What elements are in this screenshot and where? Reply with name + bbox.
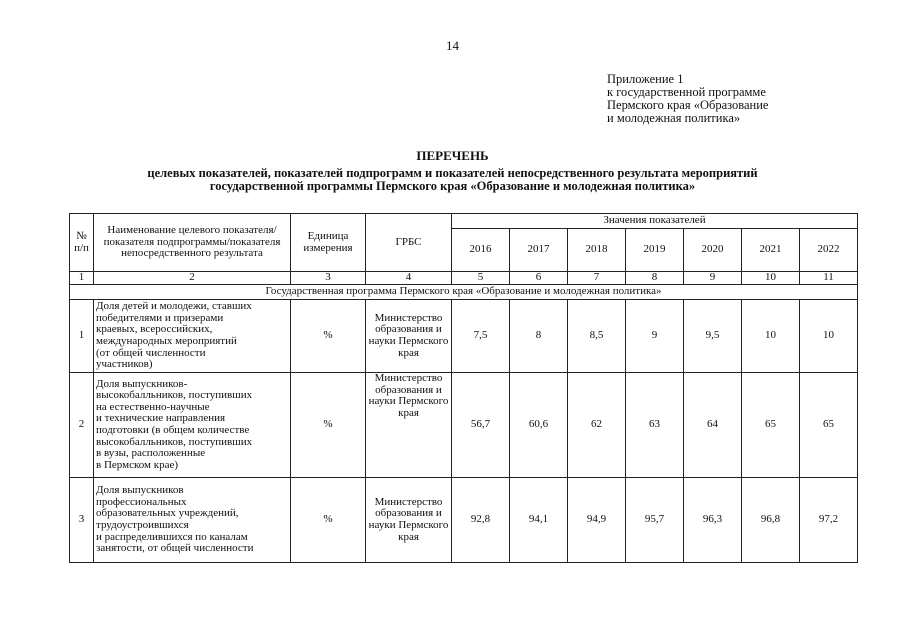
indicator-name [94,373,291,478]
header-grbs: ГРБС [366,214,452,272]
header-num: № п/п [70,214,94,272]
column-number: 8 [626,272,684,285]
value-cell: 65 [742,373,800,478]
header-name: Наименование целевого показателя/показателя подпрограммы/показателя непосредственного результата [94,214,291,272]
header-year: 2021 [742,229,800,272]
indicator-name-text: Доля детей и молодежи, ставших победителями и призерами краевых, всероссийских, международных мероприятий (от общей численности участников) [96,300,252,371]
indicator-name-text: Доля выпускников профессиональных образовательных учреждений, трудоустроившихся и распределившихся по каналам занятости, от общей численности [96,484,254,555]
header-unit: Единица измерения [291,214,366,272]
header-year: 2020 [684,229,742,272]
value-cell: 8,5 [568,300,626,373]
value-cell: 63 [626,373,684,478]
header-year: 2019 [626,229,684,272]
value-cell: 7,5 [452,300,510,373]
table-row [70,300,858,373]
column-number: 2 [94,272,291,285]
unit-cell: % [291,373,366,478]
header-year: 2018 [568,229,626,272]
column-number: 10 [742,272,800,285]
value-cell: 9,5 [684,300,742,373]
table-row [70,373,858,478]
value-cell: 10 [800,300,858,373]
appendix-line: к государственной программе [607,85,766,99]
grbs-cell: Министерство образования и науки Пермского края [366,300,452,373]
column-number: 11 [800,272,858,285]
header-values-group: Значения показателей [452,214,858,229]
grbs-cell: Министерство образования и науки Пермского края [366,478,452,563]
indicator-name [94,300,291,373]
header-year: 2017 [510,229,568,272]
value-cell: 8 [510,300,568,373]
value-cell: 94,1 [510,478,568,563]
value-cell: 95,7 [626,478,684,563]
appendix-line: Приложение 1 [607,72,684,86]
column-number: 3 [291,272,366,285]
indicator-name-text: Доля выпускников- высокобалльников, поступивших на естественно-научные и технические направления подготовки (в общем количестве высокобалльников, поступивших в вузы, расположенные в Пермском крае) [96,377,253,471]
header-year: 2016 [452,229,510,272]
subtitle-line: целевых показателей, показателей подпрограмм и показателей непосредственного результата мероприятий [147,166,758,180]
column-number: 6 [510,272,568,285]
page-number: 14 [446,38,459,53]
appendix-note [607,73,768,125]
subtitle-line: государственной программы Пермского края «Образование и молодежная политика» [209,179,696,193]
value-cell: 96,8 [742,478,800,563]
row-number: 3 [70,478,94,563]
column-number: 9 [684,272,742,285]
unit-cell: % [291,300,366,373]
value-cell: 62 [568,373,626,478]
column-number: 5 [452,272,510,285]
value-cell: 97,2 [800,478,858,563]
column-number: 4 [366,272,452,285]
value-cell: 60,6 [510,373,568,478]
document-title: ПЕРЕЧЕНЬ [416,148,489,163]
row-number: 2 [70,373,94,478]
indicators-table [69,213,858,563]
column-number: 1 [70,272,94,285]
appendix-line: и молодежная политика» [607,111,741,125]
column-number: 7 [568,272,626,285]
value-cell: 9 [626,300,684,373]
value-cell: 65 [800,373,858,478]
document-subtitle [0,167,905,193]
grbs-cell: Министерство образования и науки Пермского края [366,373,452,478]
value-cell: 56,7 [452,373,510,478]
value-cell: 92,8 [452,478,510,563]
indicator-name [94,478,291,563]
program-title-row: Государственная программа Пермского края «Образование и молодежная политика» [70,285,858,300]
value-cell: 96,3 [684,478,742,563]
header-year: 2022 [800,229,858,272]
value-cell: 64 [684,373,742,478]
unit-cell: % [291,478,366,563]
value-cell: 10 [742,300,800,373]
table-row [70,478,858,563]
appendix-line: Пермского края «Образование [607,98,769,112]
value-cell: 94,9 [568,478,626,563]
row-number: 1 [70,300,94,373]
